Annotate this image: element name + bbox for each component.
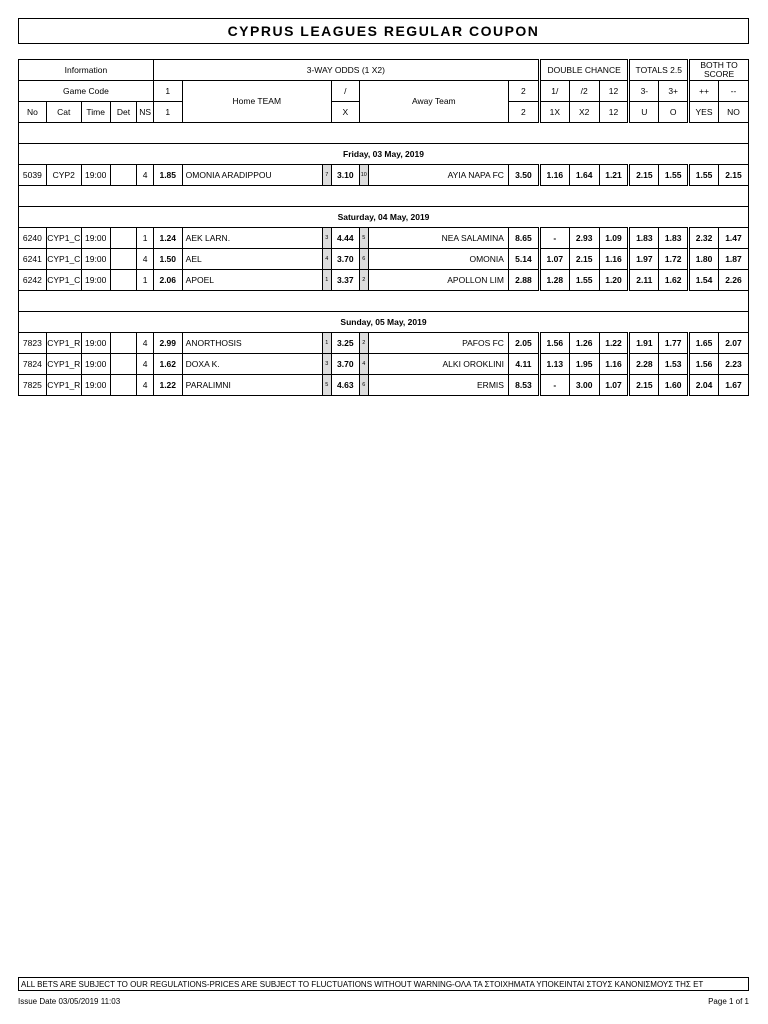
odd-x[interactable]: 3.70 bbox=[331, 249, 359, 270]
away-number: 2 bbox=[359, 333, 368, 354]
bts-yes-top: ++ bbox=[689, 81, 719, 102]
day-header-row bbox=[19, 207, 749, 228]
dc-1x[interactable]: 1.56 bbox=[539, 333, 569, 354]
coupon-title: CYPRUS LEAGUES REGULAR COUPON bbox=[18, 18, 749, 44]
away-team: PAFOS FC bbox=[368, 333, 508, 354]
away-team: ERMIS bbox=[368, 375, 508, 396]
match-cat: CYP1_C bbox=[46, 249, 81, 270]
dc-12[interactable]: 1.16 bbox=[599, 249, 629, 270]
away-team: AYIA NAPA FC bbox=[368, 165, 508, 186]
double-chance-header: DOUBLE CHANCE bbox=[539, 60, 629, 81]
match-ns: 4 bbox=[137, 333, 153, 354]
spacer-row bbox=[19, 186, 749, 207]
dc3-header: 12 bbox=[599, 102, 629, 123]
bts-yes[interactable]: 1.54 bbox=[689, 270, 719, 291]
home-number: 1 bbox=[322, 333, 331, 354]
odd-x[interactable]: 3.25 bbox=[331, 333, 359, 354]
match-no: 6241 bbox=[19, 249, 47, 270]
away-team: NEA SALAMINA bbox=[368, 228, 508, 249]
day-date: Saturday, 04 May, 2019 bbox=[19, 207, 749, 228]
no-header: No bbox=[19, 102, 47, 123]
total-under[interactable]: 1.97 bbox=[629, 249, 659, 270]
dc2-top: /2 bbox=[569, 81, 599, 102]
bts-no[interactable]: 1.67 bbox=[718, 375, 748, 396]
odd-2[interactable]: 3.50 bbox=[508, 165, 539, 186]
away-number: 6 bbox=[359, 375, 368, 396]
dc-x2[interactable]: 3.00 bbox=[569, 375, 599, 396]
bts-yes[interactable]: 2.04 bbox=[689, 375, 719, 396]
match-row bbox=[19, 249, 749, 270]
dc-x2[interactable]: 2.93 bbox=[569, 228, 599, 249]
away-number: 2 bbox=[359, 270, 368, 291]
match-cat: CYP2 bbox=[46, 165, 81, 186]
dc-12[interactable]: 1.09 bbox=[599, 228, 629, 249]
odd-2[interactable]: 5.14 bbox=[508, 249, 539, 270]
game-code-header: Game Code bbox=[19, 81, 154, 102]
odd-2[interactable]: 2.88 bbox=[508, 270, 539, 291]
home-team: OMONIA ARADIPPOU bbox=[182, 165, 322, 186]
totals-header: TOTALS 2.5 bbox=[629, 60, 689, 81]
away-team: ALKI OROKLINI bbox=[368, 354, 508, 375]
disclaimer-footer: ALL BETS ARE SUBJECT TO OUR REGULATIONS-PRICES ARE SUBJECT TO FLUCTUATIONS WITHOUT WARNING-ΟΛΑ ΤΑ ΣΤΟΙΧΗΜΑΤΑ ΥΠΟΚΕΙΝΤΑΙ ΣΤΟΥΣ ΚΑΝΟΝΙΣΜΟΥΣ ΤΗΣ ΕΤ bbox=[18, 977, 749, 991]
match-ns: 4 bbox=[137, 375, 153, 396]
col-2-top: 2 bbox=[508, 81, 539, 102]
time-header: Time bbox=[81, 102, 110, 123]
odd-2[interactable]: 2.05 bbox=[508, 333, 539, 354]
match-row bbox=[19, 165, 749, 186]
bts-no[interactable]: 2.15 bbox=[718, 165, 748, 186]
home-team: AEK LARN. bbox=[182, 228, 322, 249]
match-cat: CYP1_R bbox=[46, 333, 81, 354]
match-no: 7824 bbox=[19, 354, 47, 375]
match-time: 19:00 bbox=[81, 270, 110, 291]
header-row-groups bbox=[19, 60, 749, 81]
odd-x[interactable]: 3.10 bbox=[331, 165, 359, 186]
dc3-top: 12 bbox=[599, 81, 629, 102]
match-ns: 1 bbox=[137, 228, 153, 249]
home-number: 4 bbox=[322, 249, 331, 270]
odd-1[interactable]: 2.99 bbox=[153, 333, 182, 354]
tot-u-header: U bbox=[629, 102, 659, 123]
tot-u-top: 3- bbox=[629, 81, 659, 102]
odd-1[interactable]: 2.06 bbox=[153, 270, 182, 291]
day-date: Friday, 03 May, 2019 bbox=[19, 144, 749, 165]
match-no: 5039 bbox=[19, 165, 47, 186]
odd-2[interactable]: 8.65 bbox=[508, 228, 539, 249]
match-time: 19:00 bbox=[81, 249, 110, 270]
away-number: 10 bbox=[359, 165, 368, 186]
match-ns: 4 bbox=[137, 165, 153, 186]
match-det bbox=[110, 354, 137, 375]
match-no: 7823 bbox=[19, 333, 47, 354]
matches-body bbox=[19, 123, 749, 396]
match-det bbox=[110, 249, 137, 270]
bts-yes[interactable]: 1.65 bbox=[689, 333, 719, 354]
match-time: 19:00 bbox=[81, 354, 110, 375]
home-team: PARALIMNI bbox=[182, 375, 322, 396]
spacer-row bbox=[19, 291, 749, 312]
dc-x2[interactable]: 1.26 bbox=[569, 333, 599, 354]
dc-x2[interactable]: 1.95 bbox=[569, 354, 599, 375]
dc1-top: 1/ bbox=[539, 81, 569, 102]
dc-12[interactable]: 1.16 bbox=[599, 354, 629, 375]
match-det bbox=[110, 228, 137, 249]
home-team: APOEL bbox=[182, 270, 322, 291]
odd-x[interactable]: 3.70 bbox=[331, 354, 359, 375]
col-x-top: / bbox=[331, 81, 359, 102]
odd-1[interactable]: 1.85 bbox=[153, 165, 182, 186]
total-over[interactable]: 1.72 bbox=[659, 249, 689, 270]
dc-x2[interactable]: 2.15 bbox=[569, 249, 599, 270]
dc-1x[interactable]: 1.07 bbox=[539, 249, 569, 270]
col-2-header: 2 bbox=[508, 102, 539, 123]
match-ns: 4 bbox=[137, 249, 153, 270]
dc-12[interactable]: 1.22 bbox=[599, 333, 629, 354]
home-number: 1 bbox=[322, 270, 331, 291]
match-row bbox=[19, 333, 749, 354]
away-team: APOLLON LIM bbox=[368, 270, 508, 291]
day-header-row bbox=[19, 312, 749, 333]
home-team-header: Home TEAM bbox=[182, 81, 331, 123]
match-cat: CYP1_C bbox=[46, 270, 81, 291]
det-header: Det bbox=[110, 102, 137, 123]
odd-1[interactable]: 1.22 bbox=[153, 375, 182, 396]
match-time: 19:00 bbox=[81, 333, 110, 354]
match-cat: CYP1_R bbox=[46, 375, 81, 396]
dc2-header: X2 bbox=[569, 102, 599, 123]
match-no: 6242 bbox=[19, 270, 47, 291]
home-team: ANORTHOSIS bbox=[182, 333, 322, 354]
col-1-top: 1 bbox=[153, 81, 182, 102]
match-ns: 1 bbox=[137, 270, 153, 291]
match-det bbox=[110, 165, 137, 186]
match-no: 6240 bbox=[19, 228, 47, 249]
bts-yes-header: YES bbox=[689, 102, 719, 123]
away-number: 4 bbox=[359, 354, 368, 375]
match-row bbox=[19, 228, 749, 249]
total-under[interactable]: 2.11 bbox=[629, 270, 659, 291]
total-over[interactable]: 1.53 bbox=[659, 354, 689, 375]
home-number: 5 bbox=[322, 375, 331, 396]
odd-2[interactable]: 8.53 bbox=[508, 375, 539, 396]
total-over[interactable]: 1.55 bbox=[659, 165, 689, 186]
dc-x2[interactable]: 1.55 bbox=[569, 270, 599, 291]
match-cat: CYP1_C bbox=[46, 228, 81, 249]
tot-o-top: 3+ bbox=[659, 81, 689, 102]
match-time: 19:00 bbox=[81, 375, 110, 396]
bts-no[interactable]: 2.23 bbox=[718, 354, 748, 375]
match-row bbox=[19, 270, 749, 291]
dc-1x[interactable]: 1.28 bbox=[539, 270, 569, 291]
total-over[interactable]: 1.83 bbox=[659, 228, 689, 249]
match-det bbox=[110, 375, 137, 396]
odd-x[interactable]: 3.37 bbox=[331, 270, 359, 291]
match-time: 19:00 bbox=[81, 165, 110, 186]
odd-1[interactable]: 1.50 bbox=[153, 249, 182, 270]
three-way-header: 3-WAY ODDS (1 X2) bbox=[153, 60, 539, 81]
dc-12[interactable]: 1.07 bbox=[599, 375, 629, 396]
day-date: Sunday, 05 May, 2019 bbox=[19, 312, 749, 333]
day-header-row bbox=[19, 144, 749, 165]
total-under[interactable]: 2.28 bbox=[629, 354, 659, 375]
match-no: 7825 bbox=[19, 375, 47, 396]
match-cat: CYP1_R bbox=[46, 354, 81, 375]
odd-1[interactable]: 1.24 bbox=[153, 228, 182, 249]
bts-yes[interactable]: 1.55 bbox=[689, 165, 719, 186]
home-number: 3 bbox=[322, 354, 331, 375]
away-number: 6 bbox=[359, 249, 368, 270]
home-number: 7 bbox=[322, 165, 331, 186]
odd-2[interactable]: 4.11 bbox=[508, 354, 539, 375]
total-over[interactable]: 1.62 bbox=[659, 270, 689, 291]
match-row bbox=[19, 375, 749, 396]
page-number: Page 1 of 1 bbox=[708, 997, 749, 1006]
bts-no[interactable]: 2.26 bbox=[718, 270, 748, 291]
match-time: 19:00 bbox=[81, 228, 110, 249]
dc-x2[interactable]: 1.64 bbox=[569, 165, 599, 186]
bts-no-top: -- bbox=[718, 81, 748, 102]
bts-no-header: NO bbox=[718, 102, 748, 123]
bts-no[interactable]: 1.47 bbox=[718, 228, 748, 249]
total-under[interactable]: 2.15 bbox=[629, 375, 659, 396]
match-ns: 4 bbox=[137, 354, 153, 375]
dc-1x[interactable]: - bbox=[539, 375, 569, 396]
cat-header: Cat bbox=[46, 102, 81, 123]
home-number: 3 bbox=[322, 228, 331, 249]
issue-date: Issue Date 03/05/2019 11:03 bbox=[18, 997, 121, 1006]
col-x-header: X bbox=[331, 102, 359, 123]
spacer-row bbox=[19, 123, 749, 144]
home-team: DOXA K. bbox=[182, 354, 322, 375]
header-row-top bbox=[19, 81, 749, 102]
total-over[interactable]: 1.60 bbox=[659, 375, 689, 396]
coupon-table bbox=[18, 59, 749, 396]
away-team: OMONIA bbox=[368, 249, 508, 270]
col-1-header: 1 bbox=[153, 102, 182, 123]
bts-yes[interactable]: 1.56 bbox=[689, 354, 719, 375]
dc-1x[interactable]: 1.13 bbox=[539, 354, 569, 375]
bts-yes[interactable]: 2.32 bbox=[689, 228, 719, 249]
dc-12[interactable]: 1.20 bbox=[599, 270, 629, 291]
tot-o-header: O bbox=[659, 102, 689, 123]
information-header: Information bbox=[19, 60, 154, 81]
total-over[interactable]: 1.77 bbox=[659, 333, 689, 354]
match-row bbox=[19, 354, 749, 375]
ns-header: NS bbox=[137, 102, 153, 123]
total-under[interactable]: 1.91 bbox=[629, 333, 659, 354]
match-det bbox=[110, 333, 137, 354]
away-team-header: Away Team bbox=[359, 81, 508, 123]
home-team: AEL bbox=[182, 249, 322, 270]
both-to-score-header: BOTH TO SCORE bbox=[689, 60, 749, 81]
total-under[interactable]: 1.83 bbox=[629, 228, 659, 249]
dc-12[interactable]: 1.21 bbox=[599, 165, 629, 186]
match-det bbox=[110, 270, 137, 291]
bts-yes[interactable]: 1.80 bbox=[689, 249, 719, 270]
odd-x[interactable]: 4.63 bbox=[331, 375, 359, 396]
dc-1x[interactable]: - bbox=[539, 228, 569, 249]
bts-no[interactable]: 2.07 bbox=[718, 333, 748, 354]
dc-1x[interactable]: 1.16 bbox=[539, 165, 569, 186]
bts-no[interactable]: 1.87 bbox=[718, 249, 748, 270]
away-number: 5 bbox=[359, 228, 368, 249]
dc1-header: 1X bbox=[539, 102, 569, 123]
odd-1[interactable]: 1.62 bbox=[153, 354, 182, 375]
odd-x[interactable]: 4.44 bbox=[331, 228, 359, 249]
total-under[interactable]: 2.15 bbox=[629, 165, 659, 186]
